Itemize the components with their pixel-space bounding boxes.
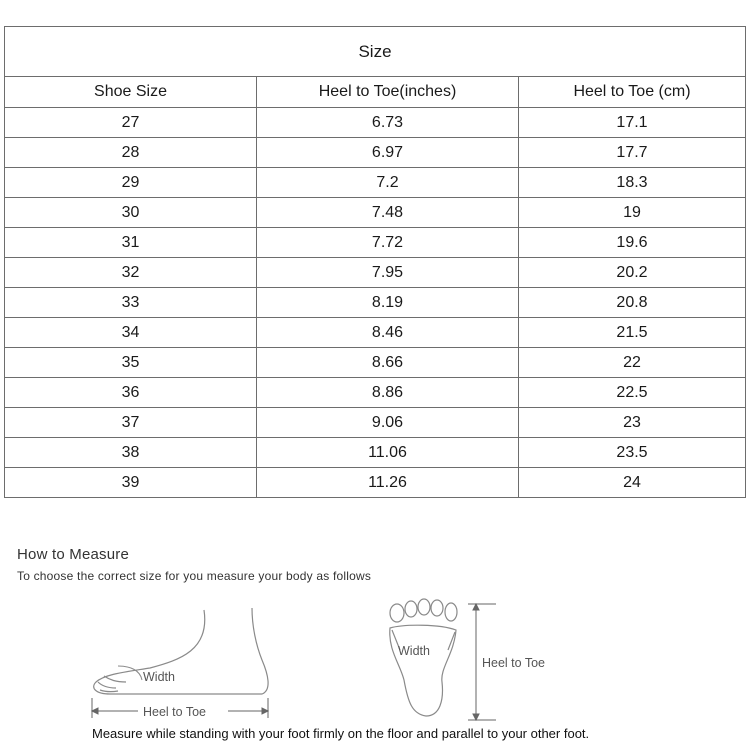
cell-heel-toe-inches: 11.26 bbox=[257, 468, 519, 498]
table-header-row bbox=[5, 77, 746, 108]
cell-heel-toe-inches: 7.95 bbox=[257, 258, 519, 288]
table-row bbox=[5, 378, 746, 408]
cell-heel-toe-inches: 8.86 bbox=[257, 378, 519, 408]
table-row bbox=[5, 318, 746, 348]
table-body bbox=[5, 108, 746, 498]
cell-heel-toe-inches: 9.06 bbox=[257, 408, 519, 438]
table-title-row bbox=[5, 27, 746, 77]
cell-heel-toe-inches: 6.97 bbox=[257, 138, 519, 168]
cell-heel-toe-inches: 8.46 bbox=[257, 318, 519, 348]
table-row bbox=[5, 408, 746, 438]
cell-shoe-size: 37 bbox=[5, 408, 257, 438]
side-foot-icon bbox=[94, 608, 268, 694]
cell-shoe-size: 38 bbox=[5, 438, 257, 468]
cell-shoe-size: 31 bbox=[5, 228, 257, 258]
cell-shoe-size: 39 bbox=[5, 468, 257, 498]
cell-heel-toe-inches: 8.66 bbox=[257, 348, 519, 378]
cell-heel-toe-inches: 6.73 bbox=[257, 108, 519, 138]
table-row bbox=[5, 348, 746, 378]
header-heel-toe-inches: Heel to Toe(inches) bbox=[257, 77, 519, 108]
table-row bbox=[5, 198, 746, 228]
cell-heel-toe-cm: 23.5 bbox=[519, 438, 746, 468]
cell-heel-toe-cm: 17.7 bbox=[519, 138, 746, 168]
cell-heel-toe-cm: 22.5 bbox=[519, 378, 746, 408]
cell-heel-toe-cm: 17.1 bbox=[519, 108, 746, 138]
table-row bbox=[5, 288, 746, 318]
cell-heel-toe-inches: 11.06 bbox=[257, 438, 519, 468]
header-heel-toe-cm: Heel to Toe (cm) bbox=[519, 77, 746, 108]
top-length-label: Heel to Toe bbox=[482, 656, 546, 670]
cell-shoe-size: 32 bbox=[5, 258, 257, 288]
table-row bbox=[5, 108, 746, 138]
cell-heel-toe-cm: 18.3 bbox=[519, 168, 746, 198]
cell-heel-toe-cm: 19.6 bbox=[519, 228, 746, 258]
cell-heel-toe-cm: 24 bbox=[519, 468, 746, 498]
cell-shoe-size: 28 bbox=[5, 138, 257, 168]
measure-note: Measure while standing with your foot firmly on the floor and parallel to your other foot. bbox=[92, 726, 590, 741]
table-row bbox=[5, 168, 746, 198]
table-row bbox=[5, 468, 746, 498]
cell-heel-toe-inches: 7.72 bbox=[257, 228, 519, 258]
cell-shoe-size: 35 bbox=[5, 348, 257, 378]
header-shoe-size: Shoe Size bbox=[5, 77, 257, 108]
table-title: Size bbox=[5, 27, 746, 77]
cell-heel-toe-inches: 7.48 bbox=[257, 198, 519, 228]
side-width-label: Width bbox=[143, 670, 175, 684]
top-width-label: Width bbox=[398, 644, 430, 658]
cell-heel-toe-inches: 8.19 bbox=[257, 288, 519, 318]
table-row bbox=[5, 438, 746, 468]
cell-heel-toe-cm: 22 bbox=[519, 348, 746, 378]
cell-shoe-size: 36 bbox=[5, 378, 257, 408]
cell-shoe-size: 30 bbox=[5, 198, 257, 228]
cell-heel-toe-cm: 20.8 bbox=[519, 288, 746, 318]
how-to-measure-subtitle: To choose the correct size for you measure your body as follows bbox=[17, 569, 372, 583]
cell-heel-toe-cm: 23 bbox=[519, 408, 746, 438]
how-to-measure-title: How to Measure bbox=[17, 546, 130, 563]
size-chart-table bbox=[4, 26, 746, 498]
cell-heel-toe-cm: 21.5 bbox=[519, 318, 746, 348]
table-row bbox=[5, 138, 746, 168]
side-length-label: Heel to Toe bbox=[143, 705, 207, 719]
cell-shoe-size: 33 bbox=[5, 288, 257, 318]
cell-heel-toe-cm: 20.2 bbox=[519, 258, 746, 288]
table-row bbox=[5, 258, 746, 288]
cell-shoe-size: 29 bbox=[5, 168, 257, 198]
cell-heel-toe-cm: 19 bbox=[519, 198, 746, 228]
foot-measure-illustration bbox=[0, 590, 750, 726]
table-row bbox=[5, 228, 746, 258]
cell-shoe-size: 34 bbox=[5, 318, 257, 348]
cell-heel-toe-inches: 7.2 bbox=[257, 168, 519, 198]
cell-shoe-size: 27 bbox=[5, 108, 257, 138]
